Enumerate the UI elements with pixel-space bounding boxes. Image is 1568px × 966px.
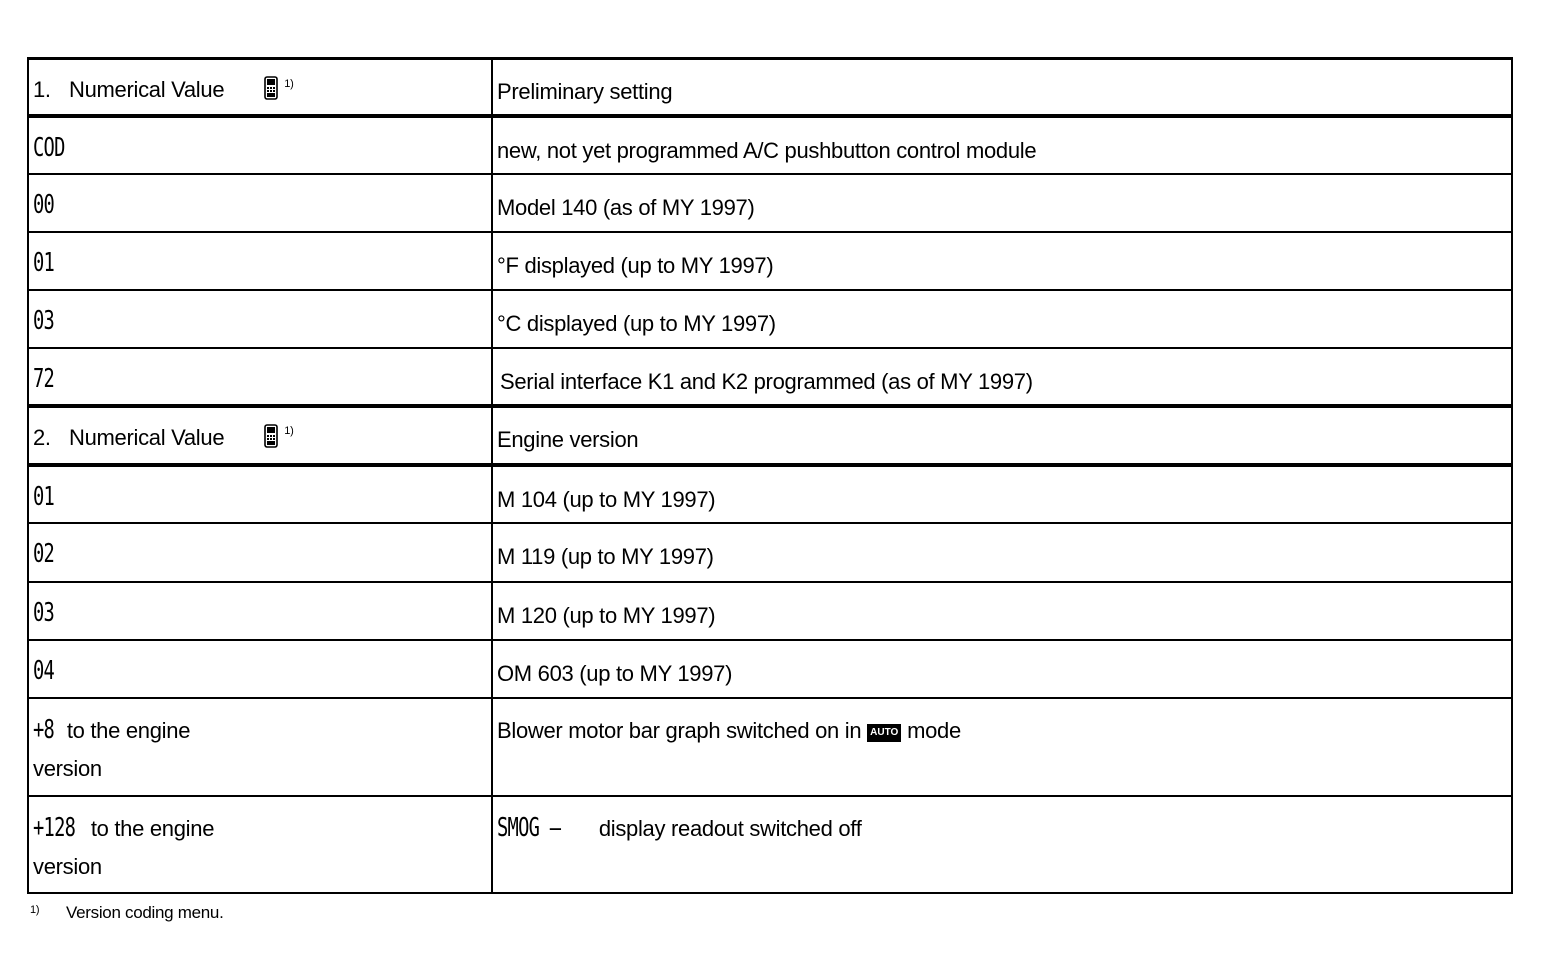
plus128-desc: display readout switched off: [598, 815, 862, 841]
row-description: new, not yet programmed A/C pushbutton control module: [497, 137, 1037, 163]
table-row: [28, 116, 1512, 174]
section1-number: 1.: [33, 77, 51, 102]
lcd-code: COD: [33, 132, 65, 163]
lcd-code: 02: [33, 538, 55, 569]
section1-header-row: [28, 59, 1512, 116]
plus128-text-line1: to the engine: [90, 815, 215, 841]
row-description: °F displayed (up to MY 1997): [497, 252, 774, 278]
table-row: [28, 348, 1512, 406]
section2-right-text: Engine version: [497, 426, 639, 452]
coding-table: [27, 57, 1513, 894]
section1-header-left: [28, 59, 492, 116]
lcd-code: 03: [33, 305, 55, 336]
lcd-code: 00: [33, 189, 55, 220]
row-description: Serial interface K1 and K2 programmed (as of MY 1997): [500, 368, 1033, 394]
plus8-text-line1: to the engine: [66, 717, 191, 743]
section1-right-text: Preliminary setting: [497, 79, 673, 104]
section1-header-right: [492, 59, 1512, 116]
row-description: M 104 (up to MY 1997): [497, 486, 716, 512]
table-row: [28, 640, 1512, 698]
handheld-tester-icon: [264, 76, 278, 100]
plus128-code: +128: [33, 812, 76, 843]
smog-code: SMOG –: [497, 812, 561, 843]
section1-label: Numerical Value: [69, 77, 225, 102]
table-row: [28, 174, 1512, 232]
lcd-code: 03: [33, 597, 55, 628]
plus128-row: [28, 796, 1512, 893]
table-row: [28, 232, 1512, 290]
auto-mode-badge: AUTO: [867, 724, 901, 742]
section2-number: 2.: [33, 424, 51, 450]
row-description: Model 140 (as of MY 1997): [497, 194, 755, 220]
footnote-mark: 1): [30, 904, 40, 916]
row-description: °C displayed (up to MY 1997): [497, 310, 776, 336]
section2-header-right: [492, 406, 1512, 465]
lcd-code: 01: [33, 247, 55, 278]
row-description: OM 603 (up to MY 1997): [497, 660, 733, 686]
lcd-code: 72: [33, 363, 55, 394]
plus8-desc-before: Blower motor bar graph switched on in: [497, 717, 862, 743]
footnote-text: Version coding menu.: [66, 903, 224, 922]
row-description: M 119 (up to MY 1997): [497, 543, 714, 569]
table-row: [28, 582, 1512, 640]
plus8-desc-after: mode: [907, 717, 961, 743]
plus8-row: [28, 698, 1512, 796]
table-row: [28, 465, 1512, 523]
section2-footnote-ref: 1): [284, 425, 294, 437]
section1-footnote-ref: 1): [284, 77, 294, 90]
row-description: M 120 (up to MY 1997): [497, 602, 716, 628]
plus128-text-line2: version: [33, 853, 102, 879]
table-row: [28, 290, 1512, 348]
section2-label: Numerical Value: [69, 424, 225, 450]
table-row: [28, 523, 1512, 582]
plus8-code: +8: [33, 714, 55, 745]
lcd-code: 01: [33, 481, 55, 512]
section2-header-left: [28, 406, 492, 465]
lcd-code: 04: [33, 655, 55, 686]
section2-header-row: [28, 406, 1512, 465]
footnote: [30, 903, 224, 925]
plus8-text-line2: version: [33, 755, 102, 781]
handheld-tester-icon: [264, 424, 278, 448]
